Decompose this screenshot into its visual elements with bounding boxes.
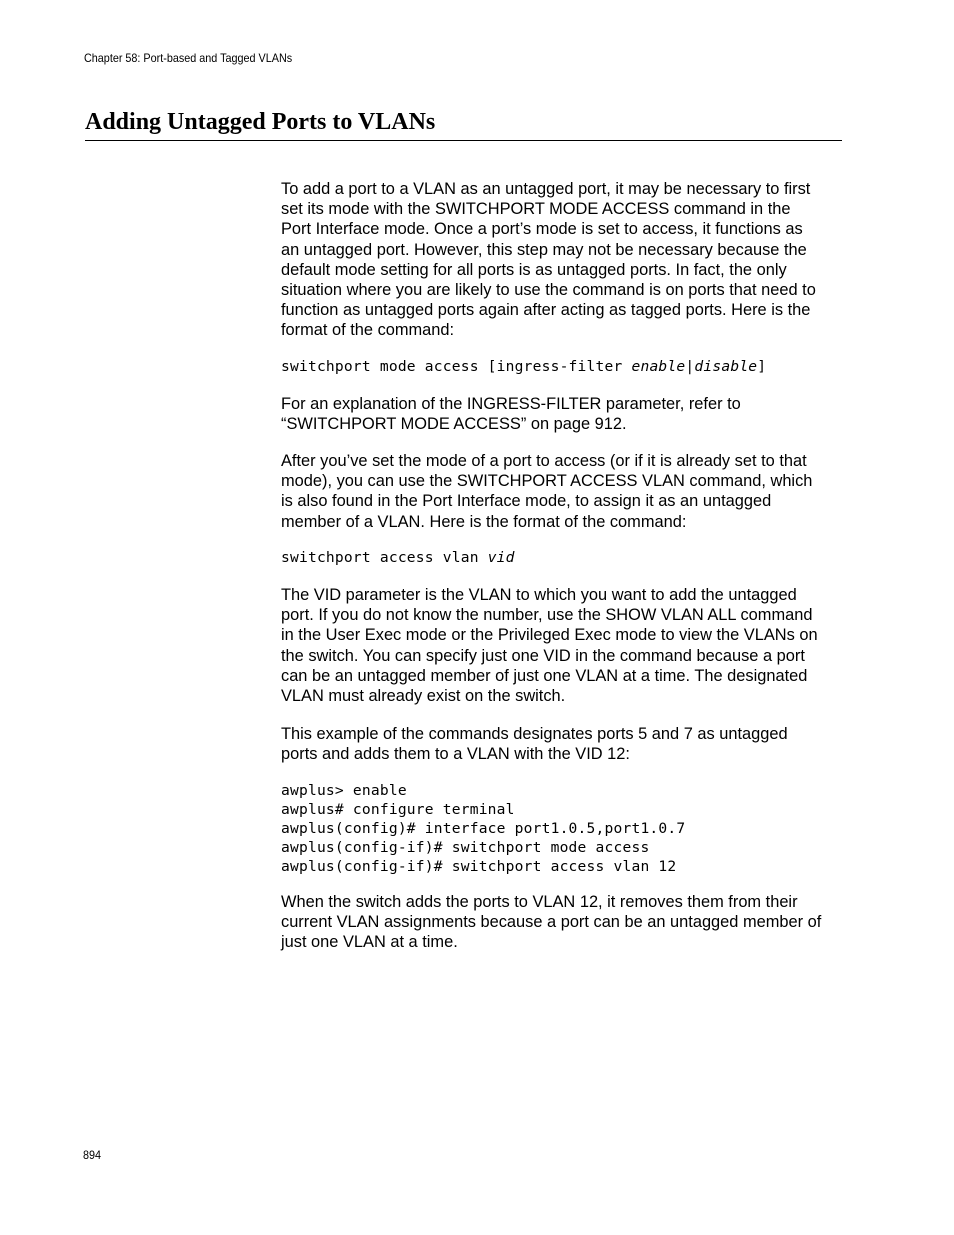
code-line: awplus> enable	[281, 782, 407, 799]
code-line: awplus(config-if)# switchport mode access	[281, 839, 650, 856]
running-header: Chapter 58: Port-based and Tagged VLANs	[84, 51, 293, 65]
paragraph-ingress-filter: For an explanation of the INGRESS-FILTER parameter, refer to “SWITCHPORT MODE ACCESS” on page 912.	[281, 395, 741, 434]
code-arg-disable: disable	[694, 358, 758, 375]
section-title: Adding Untagged Ports to VLANs	[85, 107, 842, 141]
code-separator: |	[685, 358, 695, 375]
code-example	[281, 781, 685, 876]
code-switchport-access-vlan	[281, 548, 515, 567]
code-text: switchport mode access [ingress-filter	[281, 358, 632, 375]
paragraph-vid-parameter: The VID parameter is the VLAN to which you want to add the untagged port. If you do not know the number, use the SHOW VLAN ALL command in the User Exec mode or the Privileged Exec mode to view the VLANs on the switch. You can specify just one VID in the command because a port can be an untagged member of just one VLAN at a time. The designated VLAN must already exist on the switch.	[281, 586, 818, 706]
page-number: 894	[83, 1148, 102, 1162]
paragraph-access-vlan: After you’ve set the mode of a port to access (or if it is already set to that mode), you can use the SWITCHPORT ACCESS VLAN command, which is also found in the Port Interface mode, to assign it as an untagged member of a VLAN. Here is the format of the command:	[281, 452, 813, 531]
code-line: awplus# configure terminal	[281, 801, 515, 818]
code-arg-vid: vid	[487, 549, 515, 566]
paragraph-example-intro: This example of the commands designates ports 5 and 7 as untagged ports and adds them to a VLAN with the VID 12:	[281, 725, 788, 764]
code-switchport-mode-access	[281, 357, 766, 376]
code-line: awplus(config-if)# switchport access vlan 12	[281, 858, 677, 875]
code-text: ]	[757, 358, 767, 375]
code-text: switchport access vlan	[281, 549, 488, 566]
code-line: awplus(config)# interface port1.0.5,port1.0.7	[281, 820, 686, 837]
paragraph-intro: To add a port to a VLAN as an untagged port, it may be necessary to first set its mode with the SWITCHPORT MODE ACCESS command in the Port Interface mode. Once a port’s mode is set to access, it functions as an untagged port. However, this step may not be necessary because the default mode setting for all ports is as untagged ports. In fact, the only situation where you are likely to use the command is on ports that need to function as untagged ports again after acting as tagged ports. Here is the format of the command:	[281, 180, 816, 340]
code-arg-enable: enable	[631, 358, 686, 375]
paragraph-result: When the switch adds the ports to VLAN 12, it removes them from their current VLAN assignments because a port can be an untagged member of just one VLAN at a time.	[281, 893, 822, 952]
